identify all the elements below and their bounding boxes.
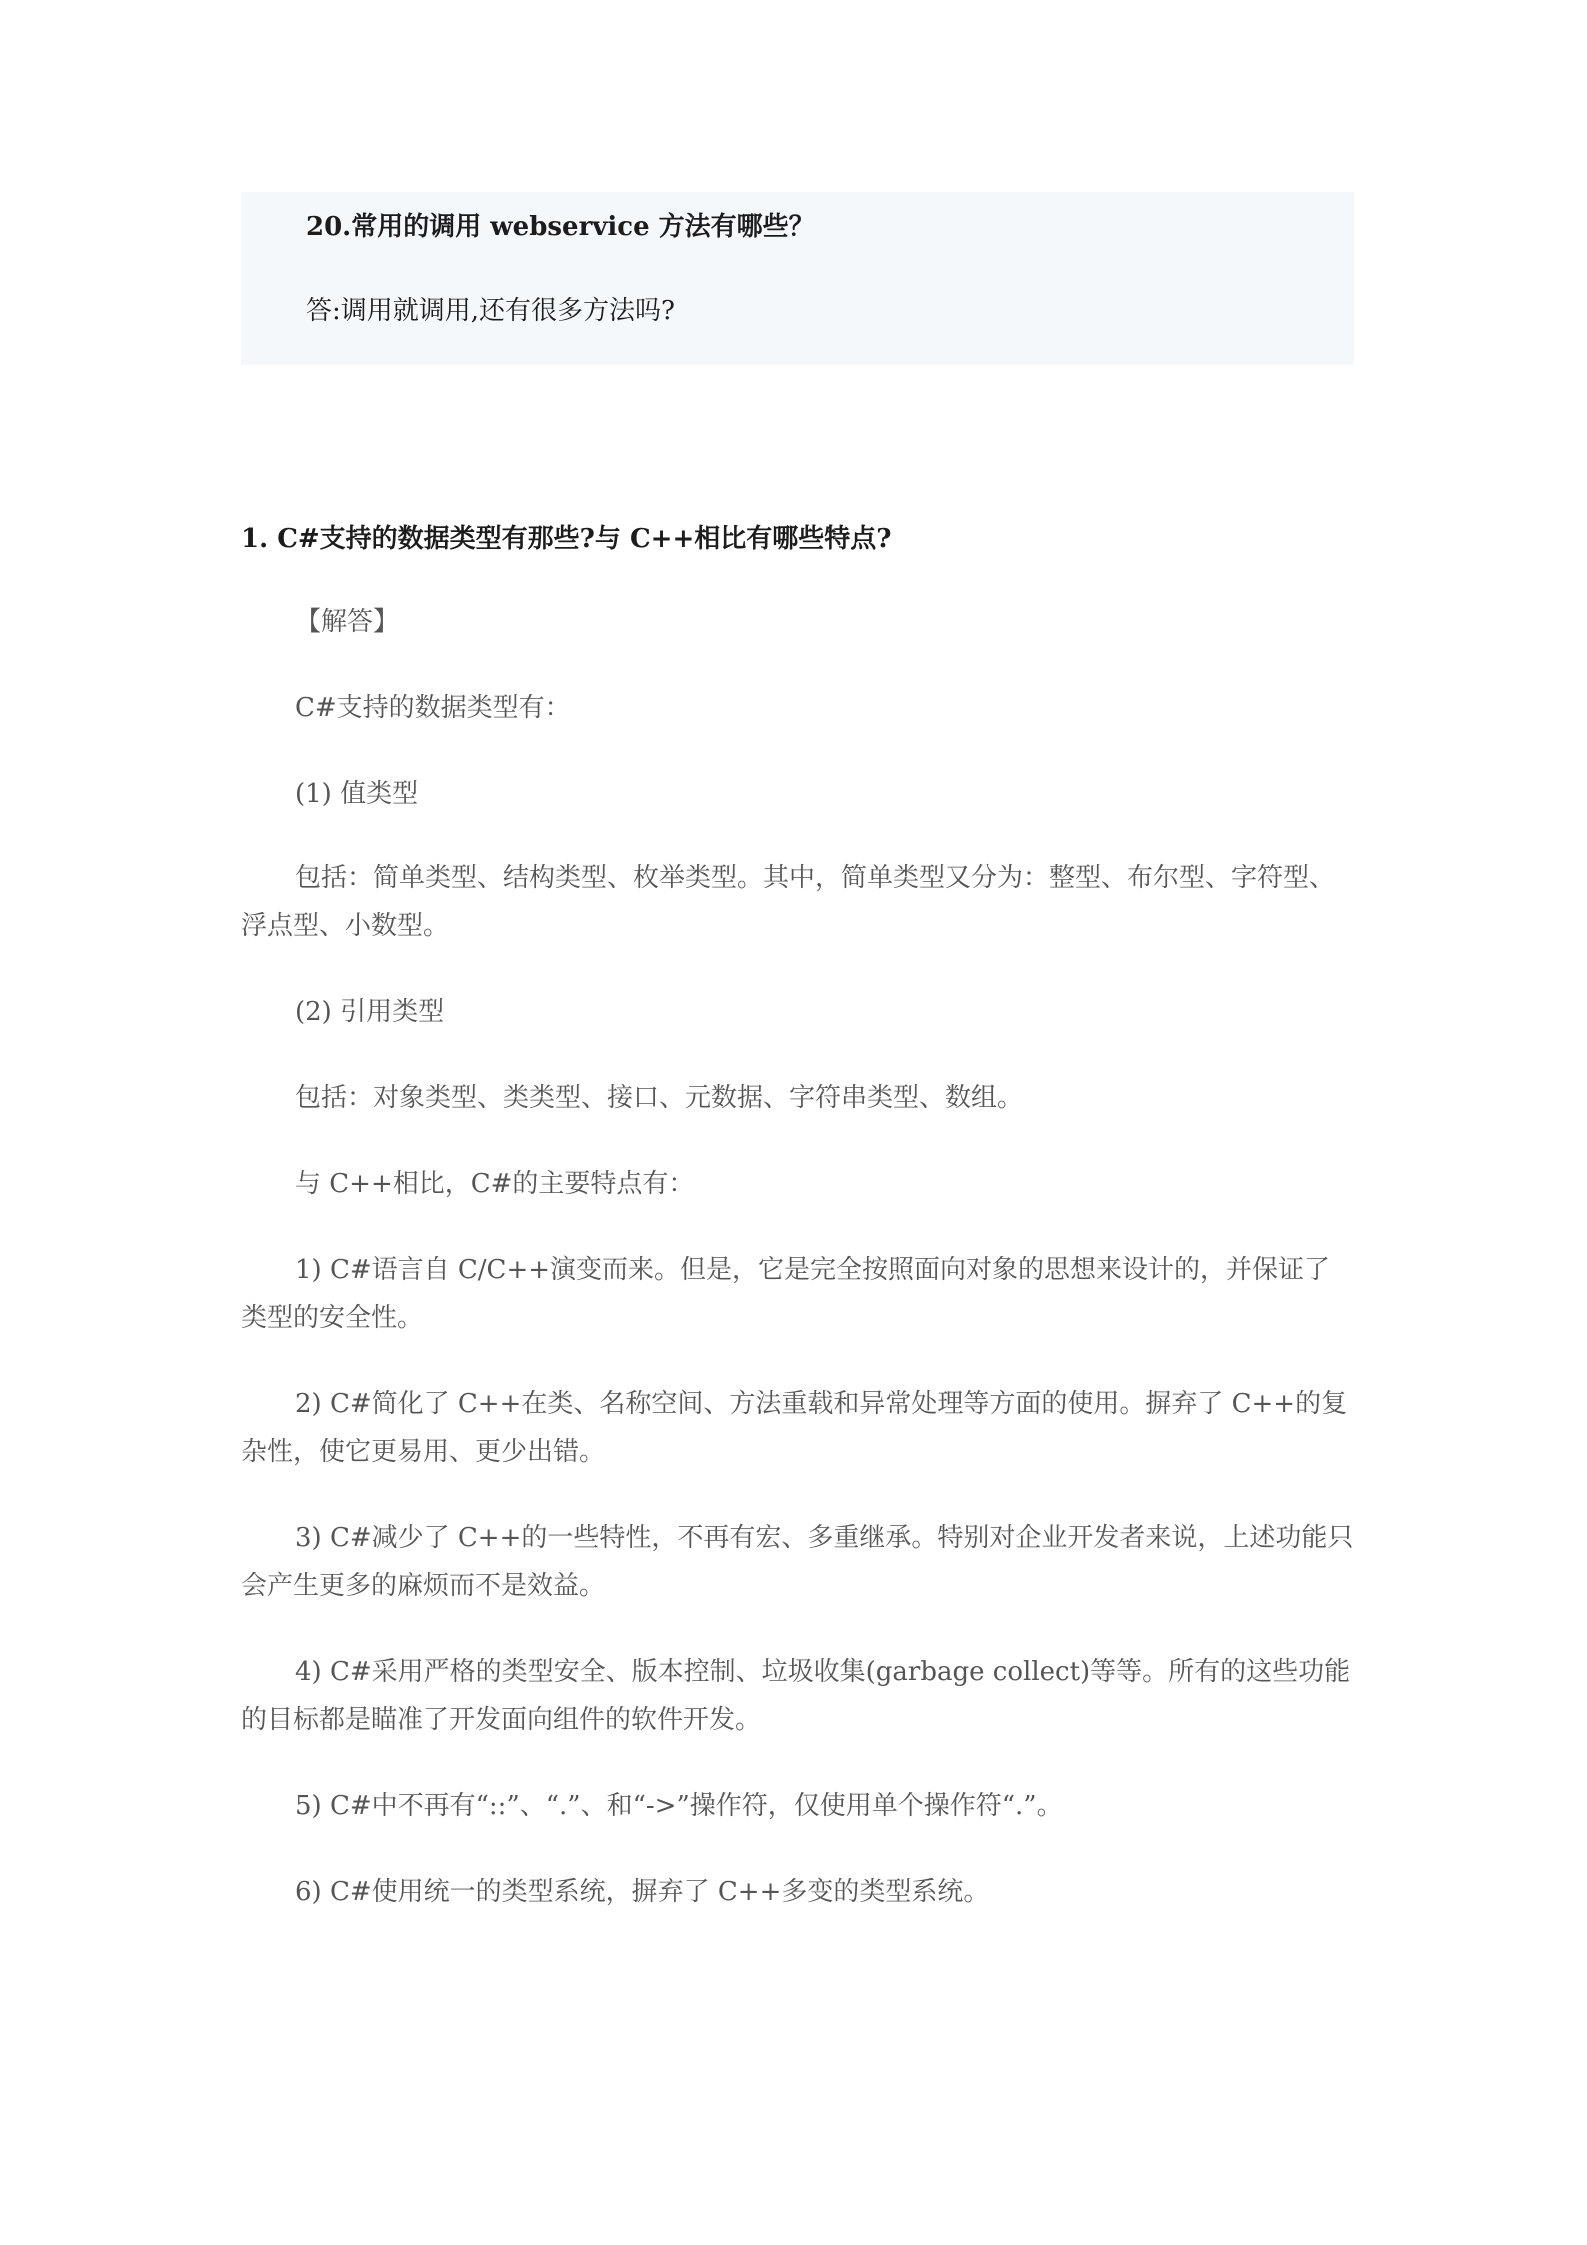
question-20-answer: 答:调用就调用,还有很多方法吗?: [306, 296, 675, 326]
answer-label: 【解答】: [295, 607, 400, 637]
feature-item-3: 3) C#减少了 C++的一些特性，不再有宏、多重继承。特别对企业开发者来说，上述功能只会产生更多的麻烦而不是效益。: [241, 1523, 1354, 1601]
question-1-title: 1. C#支持的数据类型有那些?与 C++相比有哪些特点?: [241, 524, 892, 554]
value-type-heading: (1) 值类型: [295, 779, 419, 809]
feature-item-5: 5) C#中不再有“::”、“.”、和“->”操作符，仅使用单个操作符“.”。: [295, 1791, 1063, 1821]
question-20-block: [241, 192, 1354, 365]
question-20-title: 20.常用的调用 webservice 方法有哪些？: [306, 212, 815, 242]
features-intro: 与 C++相比，C#的主要特点有：: [295, 1169, 695, 1199]
feature-item-4: 4) C#采用严格的类型安全、版本控制、垃圾收集(garbage collect)等等。所有的这些功能的目标都是瞄准了开发面向组件的软件开发。: [241, 1657, 1351, 1735]
feature-item-2: 2) C#简化了 C++在类、名称空间、方法重载和异常处理等方面的使用。摒弃了 C++的复杂性，使它更易用、更少出错。: [241, 1389, 1348, 1467]
reference-type-heading: (2) 引用类型: [295, 997, 445, 1027]
data-types-intro: C#支持的数据类型有：: [295, 693, 571, 723]
feature-item-6: 6) C#使用统一的类型系统，摒弃了 C++多变的类型系统。: [295, 1877, 990, 1907]
feature-item-1: 1) C#语言自 C/C++演变而来。但是，它是完全按照面向对象的思想来设计的，并保证了类型的安全性。: [241, 1255, 1331, 1333]
value-type-description: 包括：简单类型、结构类型、枚举类型。其中，简单类型又分为：整型、布尔型、字符型、浮点型、小数型。: [241, 863, 1336, 941]
reference-type-description: 包括：对象类型、类类型、接口、元数据、字符串类型、数组。: [295, 1083, 1024, 1113]
